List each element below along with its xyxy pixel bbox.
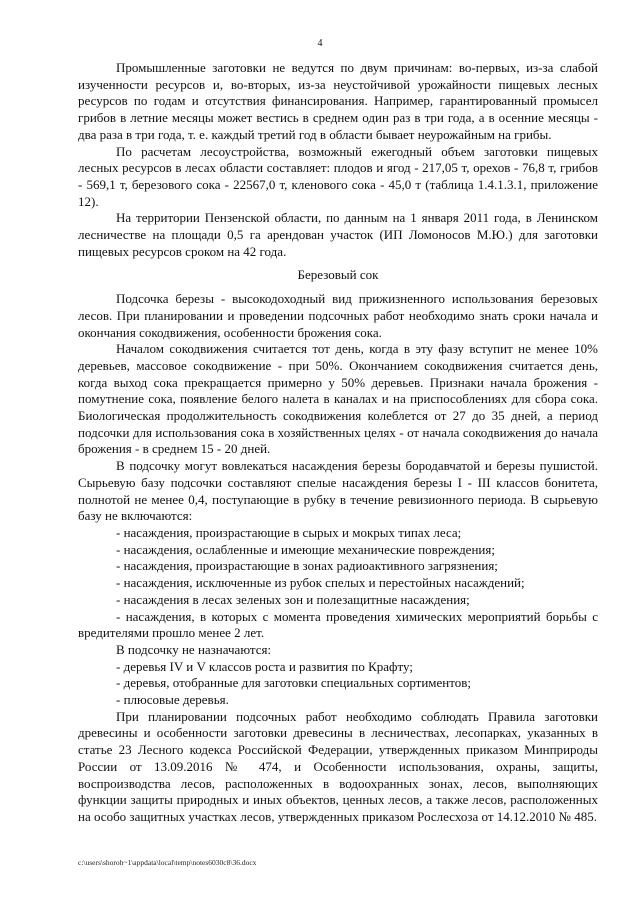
list-item-exclusion: - насаждения, ослабленные и имеющие механические повреждения; [116,541,495,557]
footer-file-path: c:\users\shoroh~1\appdata\local\temp\notes6030c8\36.docx [78,858,257,867]
list-item-exclusion: - насаждения, произрастающие в сырых и мокрых типах леса; [116,524,462,540]
paragraph-raw-base: В подсочку могут вовлекаться насаждения березы бородавчатой и березы пушистой. Сырьевую базу подсочки составляют спелые насаждения березы I - III классов бонитета, полнотой не менее 0,4, поступающие в рубку в течение ревизионного периода. В сырьевую базу не включаются: [78,458,598,524]
paragraph-harvest-reasons: Промышленные заготовки не ведутся по двум причинам: во-первых, из-за слабой изученности ресурсов и, во-вторых, из-за неустойчивой урожайности пищевых лесных ресурсов по годам и отсутствия финансирования. Например, гарантированный промысел грибов в летние месяцы может вестись в среднем один раз в три года, а в осенние месяцы - два раза в три года, т. е. каждый третий год в области бывает неурожайным на грибы. [78,60,598,142]
paragraph-regulations: При планировании подсочных работ необходимо соблюдать Правила заготовки древесины и особенности заготовки древесины в лесничествах, лесопарках, указанных в статье 23 Лесного кодекса Российской Федерации, утвержденных приказом Минприроды России от 13.09.2016 № 474, и Особенности использования, охраны, защиты, воспроизводства лесов, расположенных в водоохранных зонах, лесов, выполняющих функции защиты природных и иных объектов, ценных лесов, а также лесов, расположенных на особо защитных участках лесов, утвержденных приказом Рослесхоза от 14.12.2010 № 485. [78,708,598,824]
paragraph-annual-volume: По расчетам лесоустройства, возможный ежегодный объем заготовки пищевых лесных ресурсов в лесах области составляет: плодов и ягод - 217,05 т, орехов - 76,8 т, грибов - 569,1 т, березового сока - 22567,0 т, кленового сока - 45,0 т (таблица 1.4.1.3.1, приложение 12). [78,143,598,209]
section-title: Березовый сок [297,267,379,283]
list-item-exclusion: - насаждения, исключенные из рубок спелых и перестойных насаждений; [116,575,525,591]
not-assigned-intro: В подсочку не назначаются: [116,641,272,657]
list-item-not-assigned: - деревья IV и V классов роста и развития по Крафту; [116,658,413,674]
document-body [78,60,598,826]
page-number: 4 [317,38,323,49]
list-item-exclusion-first-line: - насаждения, в которых с момента проведения химических мероприятий [116,608,541,624]
list-item-not-assigned: - плюсовые деревья. [116,692,229,708]
list-item-exclusion [78,609,598,642]
paragraph-lease: На территории Пензенской области, по данным на 1 января 2011 года, в Ленинском лесничестве на площади 0,5 га арендован участок (ИП Ломоносов М.Ю.) для заготовки пищевых ресурсов сроком на 42 года. [78,210,598,259]
list-item-not-assigned: - деревья, отобранные для заготовки специальных сортиментов; [116,675,472,691]
list-item-exclusion: - насаждения, произрастающие в зонах радиоактивного загрязнения; [116,558,498,574]
paragraph-tapping-intro: Подсочка березы - высокодоходный вид прижизненного использования березовых лесов. При планировании и проведении подсочных работ необходимо знать сроки начала и окончания сокодвижения, особенности брожения сока. [78,291,598,340]
list-item-exclusion-continuation: борьбы с вредителями прошло менее 2 лет. [78,608,598,641]
list-item-exclusion: - насаждения в лесах зеленых зон и полезащитные насаждения; [116,591,470,607]
paragraph-sap-flow: Началом сокодвижения считается тот день, когда в эту фазу вступит не менее 10% деревьев, массовое сокодвижение - при 50%. Окончанием сокодвижения считается день, когда выход сока прекращается примерно у 50% деревьев. Признаки начала брожения - помутнение сока, появление белого налета в каналах и на приспособлениях для сбора сока. Биологическая продолжительность сокодвижения колеблется от 27 до 35 дней, а период подсочки для использования сока в хозяйственных целях - от начала сокодвижения до начала брожения - в среднем 15 - 20 дней. [78,341,598,457]
